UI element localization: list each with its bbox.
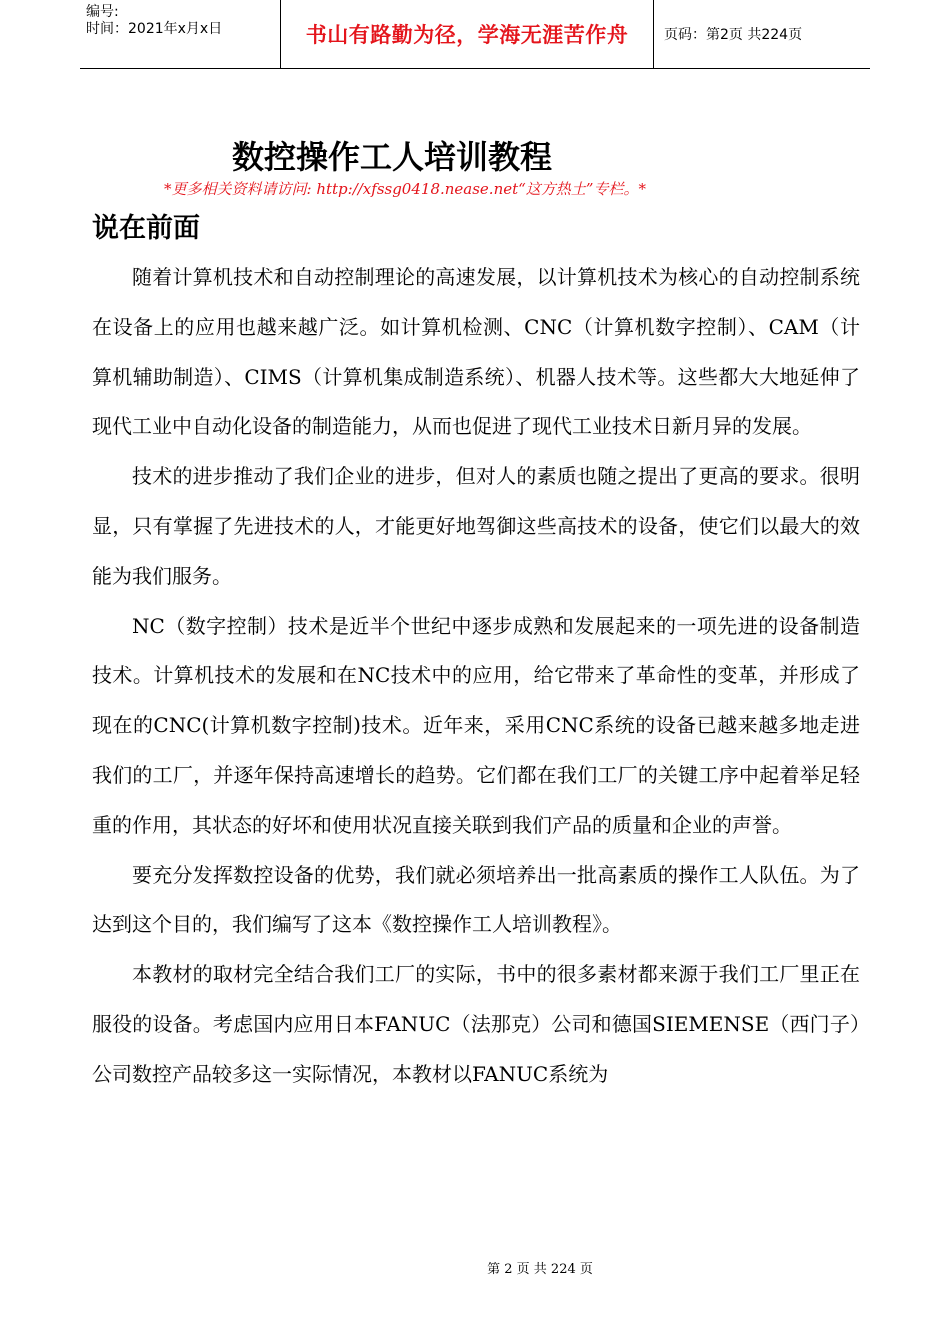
section-title: 说在前面: [92, 213, 200, 244]
paragraph-3: NC（数字控制）技术是近半个世纪中逐步成熟和发展起来的一项先进的设备制造技术。计算机技术的发展和在NC技术中的应用，给它带来了革命性的变革，并形成了现在的CNC(计算机数字控制)技术。近年来，采用CNC系统的设备已越来越多地走进我们的工厂，并逐年保持高速增长的趋势。它们都在我们工厂的关键工序中起着举足轻重的作用，其状态的好坏和使用状况直接关联到我们产品的质量和企业的声誉。: [92, 613, 860, 837]
document-time: 时间：2021年x月x日: [86, 21, 223, 37]
header-motto: 书山有路勤为径，学海无涯苦作舟: [280, 0, 654, 68]
promo-link-text: *更多相关资料请访问: http://xfssg0418.nease.net“这方热土”专栏。*: [164, 180, 646, 198]
header-meta: [80, 0, 280, 68]
page-footer: 第 2 页 共 224 页: [487, 1262, 593, 1277]
document-number-label: 编号:: [86, 4, 119, 20]
page-header: [80, 0, 870, 69]
paragraph-5: 本教材的取材完全结合我们工厂的实际，书中的很多素材都来源于我们工厂里正在服役的设备。考虑国内应用日本FANUC（法那克）公司和德国SIEMENSE（西门子）公司数控产品较多这一实际情况，本教材以FANUC系统为: [92, 962, 860, 1086]
paragraph-4: 要充分发挥数控设备的优势，我们就必须培养出一批高素质的操作工人队伍。为了达到这个目的，我们编写了这本《数控操作工人培训教程》。: [92, 862, 860, 937]
paragraph-1: 随着计算机技术和自动控制理论的高速发展，以计算机技术为核心的自动控制系统在设备上的应用也越来越广泛。如计算机检测、CNC（计算机数字控制）、CAM（计算机辅助制造）、CIMS（计算机集成制造系统）、机器人技术等。这些都大大地延伸了现代工业中自动化设备的制造能力，从而也促进了现代工业技术日新月异的发展。: [92, 265, 860, 439]
header-page-info: 页码：第2页 共224页: [664, 27, 803, 43]
document-title: 数控操作工人培训教程: [232, 138, 553, 176]
body-text: [92, 253, 860, 1100]
paragraph-2: 技术的进步推动了我们企业的进步，但对人的素质也随之提出了更高的要求。很明显，只有掌握了先进技术的人，才能更好地驾御这些高技术的设备，使它们以最大的效能为我们服务。: [92, 464, 860, 588]
